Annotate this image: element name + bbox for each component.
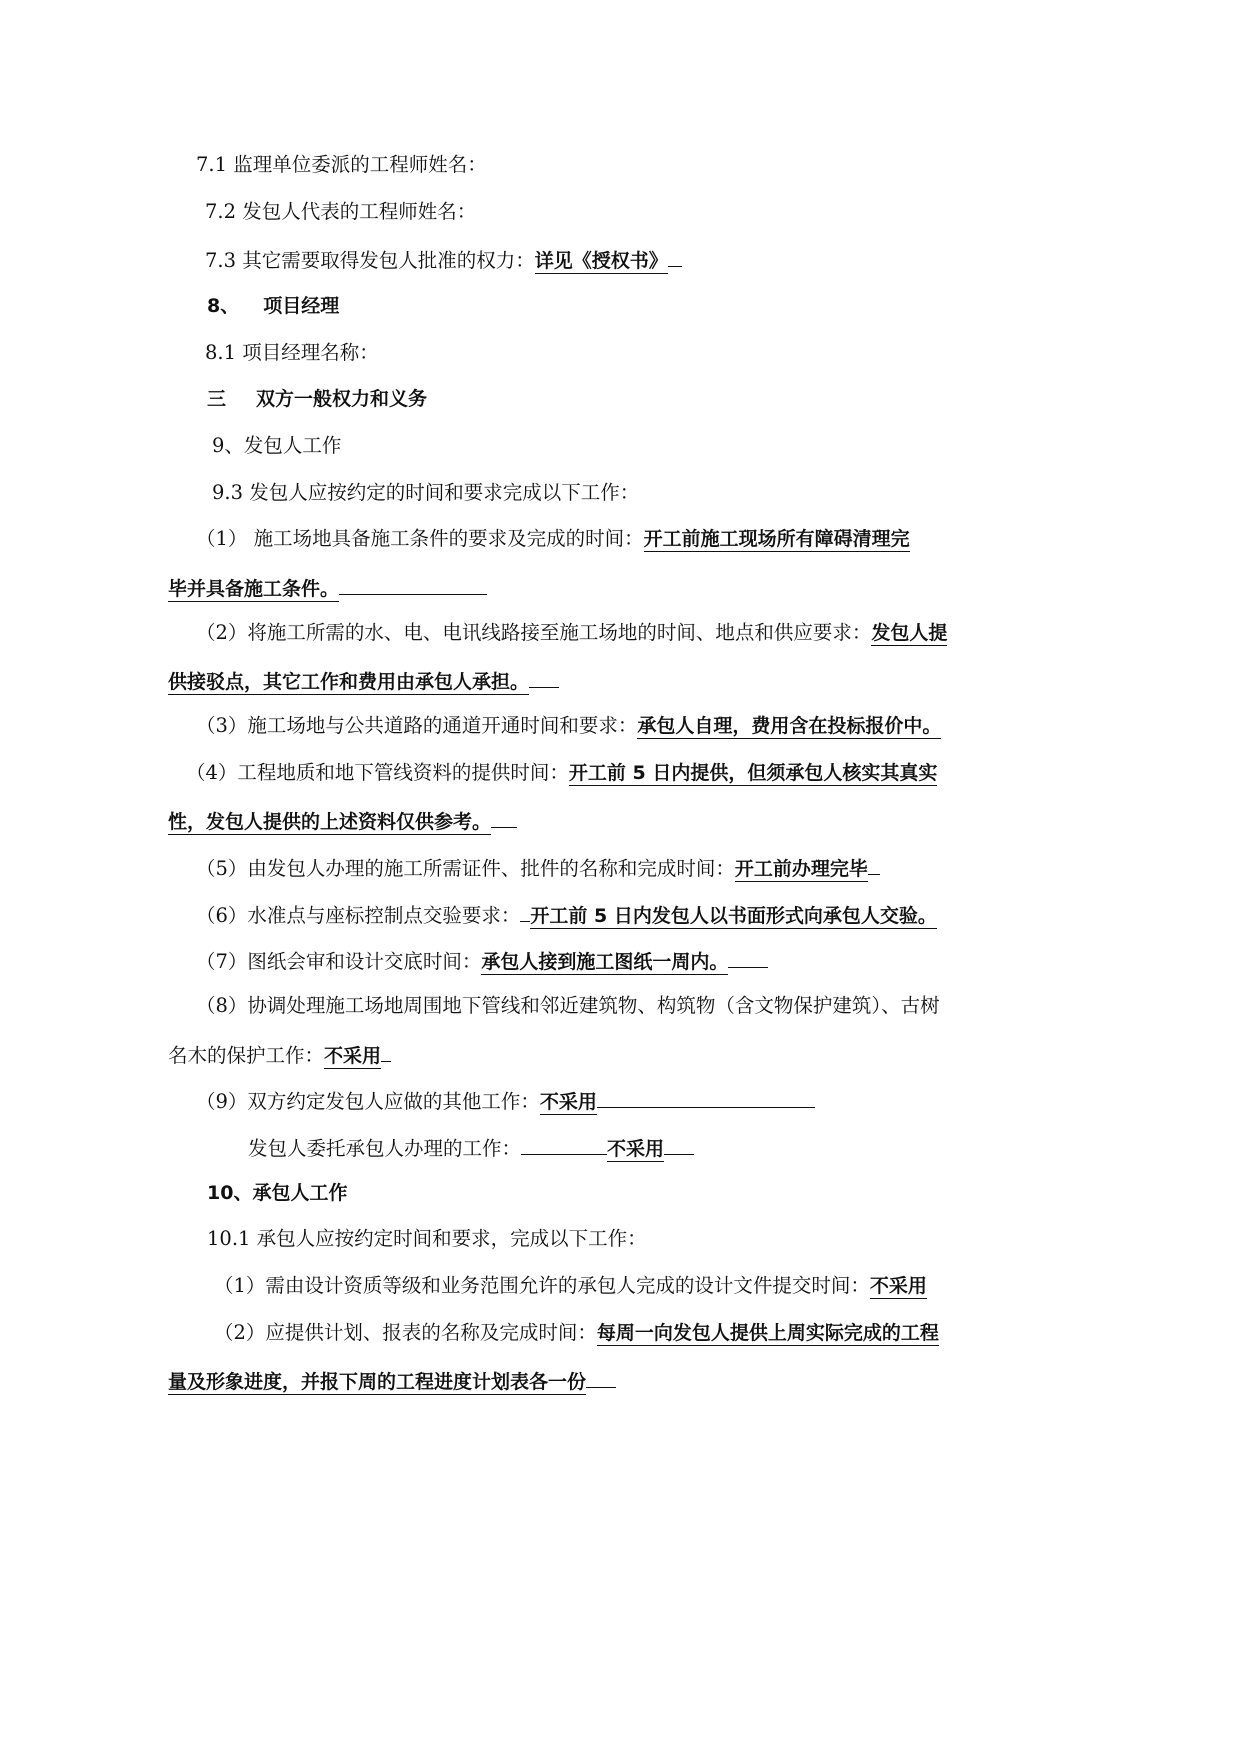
item-6-value: 开工前 5 日内发包人以书面形式向承包人交验。 xyxy=(530,905,937,927)
contractor-item-1: （1）需由设计资质等级和业务范围允许的承包人完成的设计文件提交时间：不采用 xyxy=(214,1274,927,1297)
line-7-3: 7.3 其它需要取得发包人批准的权力：详见《授权书》 xyxy=(205,244,682,275)
contractor-item-2: （2）应提供计划、报表的名称及完成时间：每周一向发包人提供上周实际完成的工程 xyxy=(214,1321,939,1344)
heading-3: 三 双方一般权力和义务 xyxy=(207,388,428,410)
item-2: （2）将施工所需的水、电、电讯线路接至施工场地的时间、地点和供应要求：发包人提 xyxy=(196,621,948,644)
item-8-value: 不采用 xyxy=(324,1045,382,1067)
item-1: （1） 施工场地具备施工条件的要求及完成的时间：开工前施工现场所有障碍清理完 xyxy=(196,527,910,550)
line-9-3: 9.3 发包人应按约定的时间和要求完成以下工作： xyxy=(212,481,640,504)
line-7-2: 7.2 发包人代表的工程师姓名： xyxy=(205,200,477,223)
item-3-value: 承包人自理，费用含在投标报价中。 xyxy=(637,715,942,737)
item-9: （9）双方约定发包人应做的其他工作：不采用 xyxy=(196,1085,815,1116)
item-3: （3）施工场地与公共道路的通道开通时间和要求：承包人自理，费用含在投标报价中。 xyxy=(196,714,942,737)
item-1-value: 开工前施工现场所有障碍清理完 xyxy=(643,528,910,550)
line-10-1: 10.1 承包人应按约定时间和要求，完成以下工作： xyxy=(207,1227,647,1250)
item-6: （6）水准点与座标控制点交验要求： 开工前 5 日内发包人以书面形式向承包人交验。 xyxy=(196,899,937,930)
item-2-value: 发包人提 xyxy=(871,622,948,644)
entrust-value: 不采用 xyxy=(607,1138,665,1160)
item-2-cont: 供接驳点，其它工作和费用由承包人承担。 xyxy=(168,665,559,696)
item-8: （8）协调处理施工场地周围地下管线和邻近建筑物、构筑物（含文物保护建筑）、古树 xyxy=(196,994,940,1017)
heading-10: 10、承包人工作 xyxy=(207,1182,348,1204)
item-8-cont: 名木的保护工作：不采用 xyxy=(168,1039,391,1070)
entrust-line: 发包人委托承包人办理的工作： 不采用 xyxy=(248,1132,694,1163)
heading-9: 9、发包人工作 xyxy=(212,434,342,457)
item-4: （4）工程地质和地下管线资料的提供时间：开工前 5 日内提供，但须承包人核实其真实 xyxy=(186,761,938,784)
item-1-cont: 毕并具备施工条件。 xyxy=(168,572,487,603)
item-5: （5）由发包人办理的施工所需证件、批件的名称和完成时间：开工前办理完毕 xyxy=(196,852,880,883)
item-9-value: 不采用 xyxy=(539,1091,597,1113)
item-7: （7）图纸会审和设计交底时间：承包人接到施工图纸一周内。 xyxy=(196,945,768,976)
contractor-item-2-cont: 量及形象进度，并报下周的工程进度计划表各一份 xyxy=(168,1365,616,1396)
heading-8: 8、 项目经理 xyxy=(207,295,340,317)
item-5-value: 开工前办理完毕 xyxy=(734,858,868,880)
contractor-item-1-value: 不采用 xyxy=(869,1275,927,1297)
item-4-cont: 性，发包人提供的上述资料仅供参考。 xyxy=(168,805,517,836)
line-7-3-value: 详见《授权书》 xyxy=(534,250,668,272)
item-4-value: 开工前 5 日内提供，但须承包人核实其真实 xyxy=(568,762,938,784)
line-8-1: 8.1 项目经理名称： xyxy=(205,341,379,364)
item-7-value: 承包人接到施工图纸一周内。 xyxy=(481,951,729,973)
line-7-1: 7.1 监理单位委派的工程师姓名： xyxy=(196,153,487,176)
contractor-item-2-value: 每周一向发包人提供上周实际完成的工程 xyxy=(596,1322,939,1344)
